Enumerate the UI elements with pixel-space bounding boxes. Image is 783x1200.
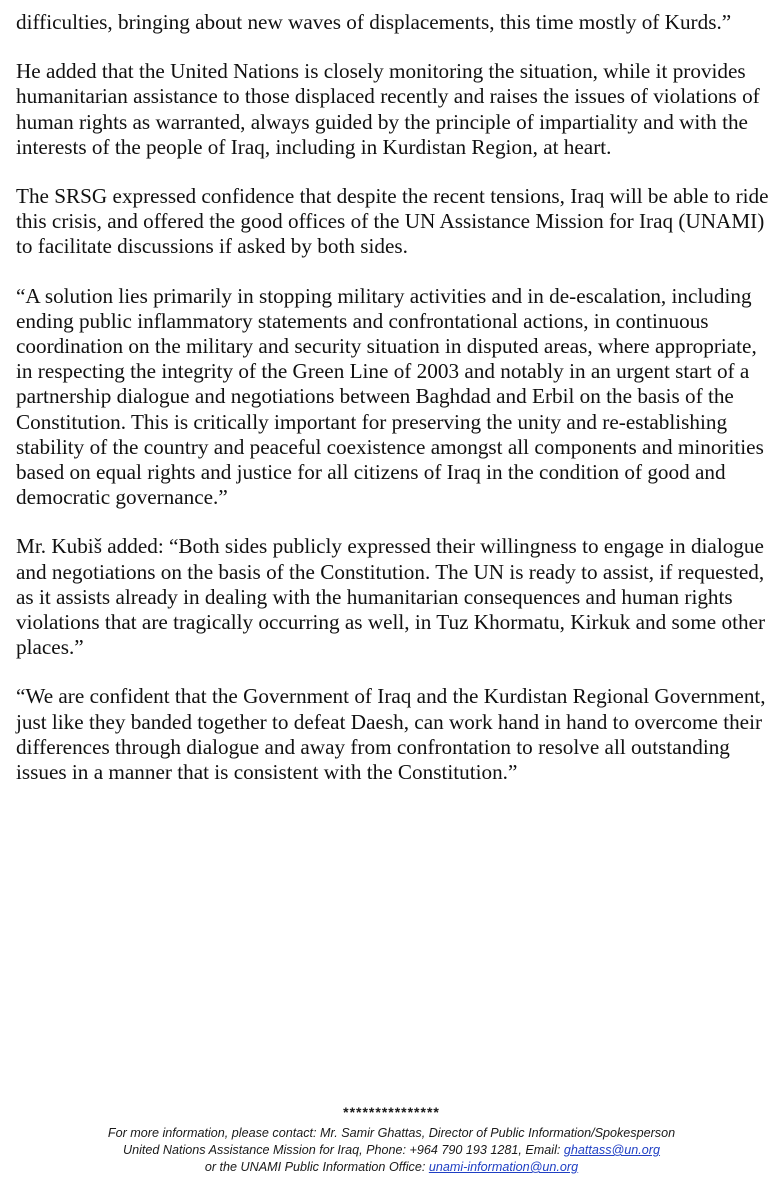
paragraph-confidence-quote: “We are confident that the Government of Iraq and the Kurdistan Regional Government, just like they banded together to defeat Daesh, can work hand in hand to overcome their differences through dialogue and away from confrontation to resolve all outstanding issues in a manner that is consistent with the Constitution.” xyxy=(16,684,766,785)
paragraph-solution-quote: “A solution lies primarily in stopping military activities and in de-escalation, including ending public inflammatory statements and confrontational actions, in continuous coordination on the military and security situation in disputed areas, where appropriate, in respecting the integrity of the Green Line of 2003 and notably in an urgent start of a partnership dialogue and negotiations between Baghdad and Erbil on the basis of the Constitution. This is critically important for preserving the unity and re-establishing stability of the country and peaceful coexistence amongst all components and minorities based on equal rights and justice for all citizens of Iraq in the condition of good and democratic governance.” xyxy=(16,283,764,510)
contact-office-text: or the UNAMI Public Information Office: xyxy=(204,1160,429,1174)
paragraph-srsg-confidence: The SRSG expressed confidence that despite the recent tensions, Iraq will be able to ride this crisis, and offered the good offices of the UN Assistance Mission for Iraq (UNAMI) to facilitate discussions if asked by both sides. xyxy=(16,184,769,259)
contact-line-1: For more information, please contact: Mr. Samir Ghattas, Director of Public Information/Spokesperson xyxy=(107,1126,676,1140)
contact-footer xyxy=(0,1103,783,1176)
footer-separator: *************** xyxy=(343,1104,440,1120)
email-link-ghattass[interactable]: ghattass@un.org xyxy=(563,1143,661,1157)
paragraph-kubis-quote: Mr. Kubiš added: “Both sides publicly expressed their willingness to engage in dialogue and negotiations on the basis of the Constitution. The UN is ready to assist, if requested, as it assists already in dealing with the humanitarian consequences and human rights violations that are tragically occurring as well, in Tuz Khormatu, Kirkuk and some other places.” xyxy=(16,534,766,660)
paragraph-un-monitoring: He added that the United Nations is closely monitoring the situation, while it provides humanitarian assistance to those displaced recently and raises the issues of violations of human rights as warranted, always guided by the principle of impartiality and with the interests of the people of Iraq, including in Kurdistan Region, at heart. xyxy=(16,59,760,159)
press-release-body xyxy=(16,10,776,809)
contact-line-2 xyxy=(0,1142,783,1159)
contact-line-3 xyxy=(0,1159,783,1176)
email-link-unami-information[interactable]: unami-information@un.org xyxy=(428,1160,579,1174)
paragraph-continuation: difficulties, bringing about new waves of displacements, this time mostly of Kurds.” xyxy=(16,10,732,34)
contact-phone-text: United Nations Assistance Mission for Iraq, Phone: +964 790 193 1281, Email: xyxy=(122,1143,564,1157)
